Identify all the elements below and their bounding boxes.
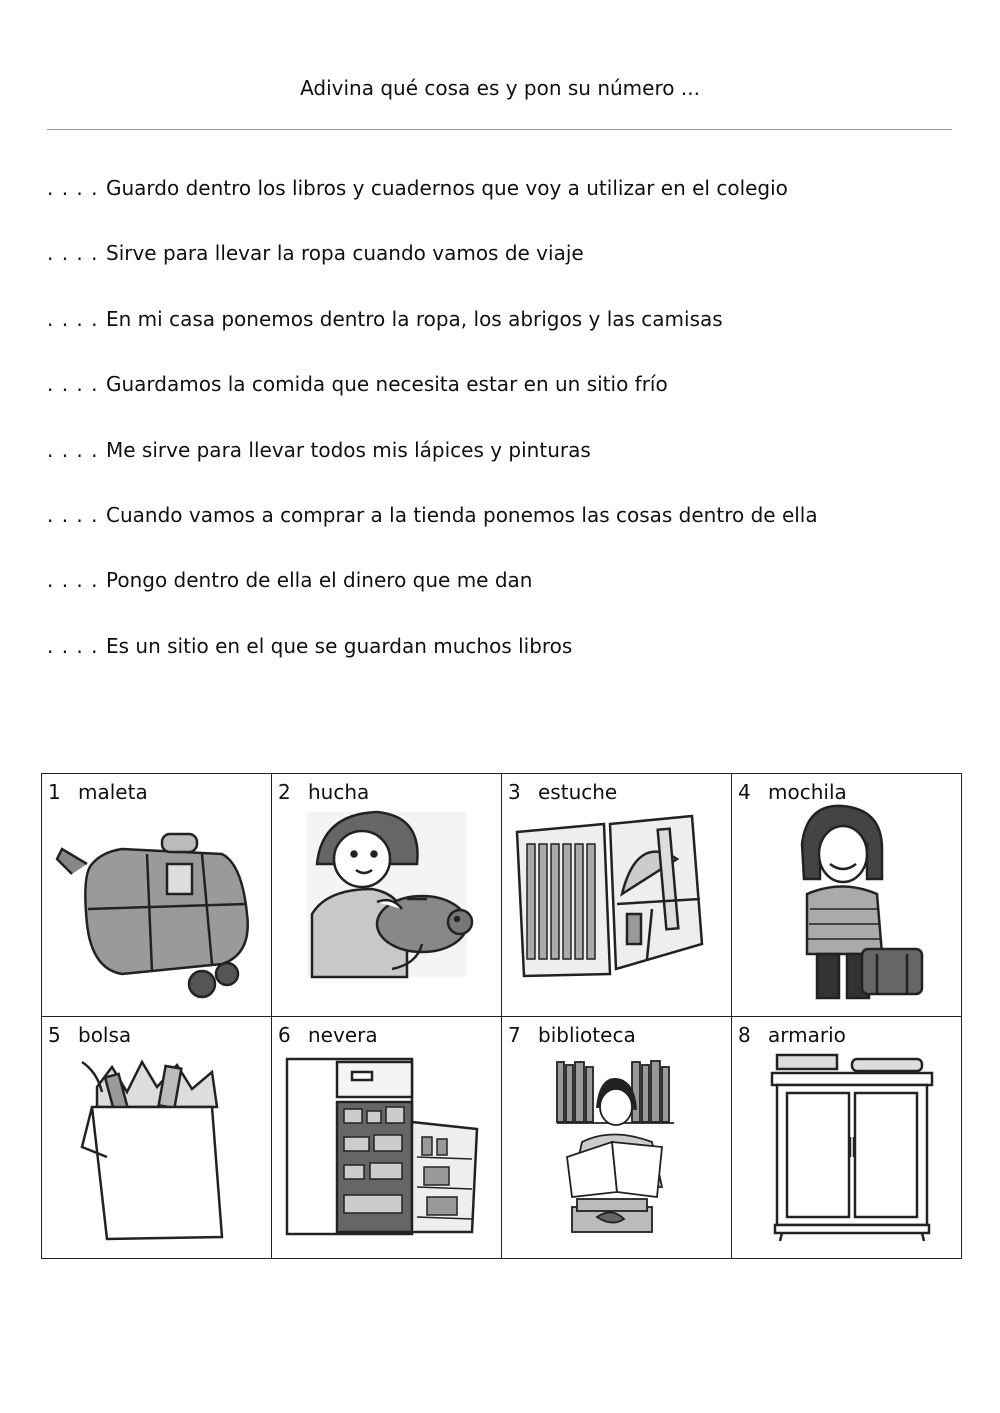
answer-blank[interactable]: . . . .: [47, 241, 99, 266]
answer-blank[interactable]: . . . .: [47, 633, 99, 658]
piggy-bank-icon: [282, 804, 492, 1000]
clue-item: [47, 568, 967, 633]
clue-item: [47, 176, 967, 241]
answer-blank[interactable]: . . . .: [47, 176, 99, 200]
item-cell-armario: [732, 1016, 962, 1259]
clue-item: [47, 438, 967, 503]
item-word: nevera: [308, 1022, 378, 1047]
answer-blank[interactable]: . . . .: [47, 306, 99, 331]
picture-grid: [41, 773, 962, 1259]
clue-text: Pongo dentro de ella el dinero que me dan: [106, 568, 533, 593]
answer-blank[interactable]: . . . .: [47, 437, 99, 462]
fridge-icon: [282, 1047, 492, 1243]
clue-item: [47, 307, 967, 372]
item-cell-biblioteca: [502, 1016, 732, 1259]
item-cell-estuche: [502, 774, 732, 1017]
wardrobe-icon: [742, 1047, 952, 1243]
item-cell-maleta: [42, 774, 272, 1017]
shopping-bag-icon: [52, 1047, 262, 1243]
clue-item: [47, 241, 967, 306]
answer-blank[interactable]: . . . .: [47, 372, 99, 397]
worksheet-title: Adivina qué cosa es y pon su número ...: [300, 76, 700, 100]
item-cell-nevera: [272, 1016, 502, 1259]
item-cell-mochila: [732, 774, 962, 1017]
item-word: bolsa: [78, 1022, 132, 1047]
answer-blank[interactable]: . . . .: [47, 502, 99, 527]
item-cell-hucha: [272, 774, 502, 1017]
clue-text: Sirve para llevar la ropa cuando vamos de viaje: [106, 241, 584, 266]
item-cell-bolsa: [42, 1016, 272, 1259]
item-number: 3: [508, 780, 521, 804]
clue-text: Me sirve para llevar todos mis lápices y pinturas: [106, 437, 591, 462]
clue-item: [47, 634, 967, 699]
clue-text: Cuando vamos a comprar a la tienda ponemos las cosas dentro de ella: [106, 502, 818, 527]
item-number: 6: [278, 1022, 291, 1047]
item-number: 4: [738, 780, 751, 804]
item-word: estuche: [538, 780, 618, 804]
pencil-case-icon: [512, 804, 722, 1000]
clue-item: [47, 503, 967, 568]
item-number: 2: [278, 780, 291, 804]
clue-text: Guardamos la comida que necesita estar en un sitio frío: [106, 372, 668, 397]
item-word: mochila: [768, 780, 847, 804]
item-number: 8: [738, 1022, 751, 1047]
item-number: 7: [508, 1022, 521, 1047]
clue-text: En mi casa ponemos dentro la ropa, los abrigos y las camisas: [106, 306, 723, 331]
girl-with-backpack-icon: [742, 804, 952, 1000]
clue-item: [47, 372, 967, 437]
answer-blank[interactable]: . . . .: [47, 568, 99, 593]
title-divider: [47, 129, 952, 130]
item-word: maleta: [78, 780, 148, 804]
item-word: biblioteca: [538, 1022, 636, 1047]
suitcase-icon: [52, 804, 262, 1000]
item-number: 1: [48, 780, 61, 804]
item-word: hucha: [308, 780, 370, 804]
clue-text: Guardo dentro los libros y cuadernos que voy a utilizar en el colegio: [106, 176, 788, 200]
library-icon: [512, 1047, 722, 1243]
item-number: 5: [48, 1022, 61, 1047]
clue-list: [47, 176, 967, 699]
clue-text: Es un sitio en el que se guardan muchos libros: [106, 633, 573, 658]
item-word: armario: [768, 1022, 846, 1047]
